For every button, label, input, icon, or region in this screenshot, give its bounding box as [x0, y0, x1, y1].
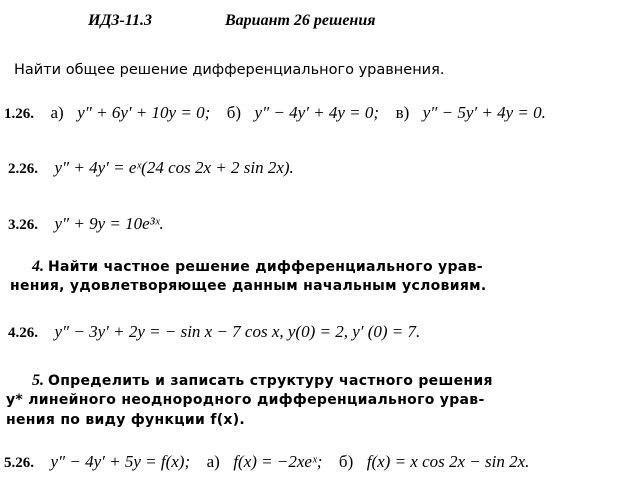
problem-1b-equation: y″ − 4y′ + 4y = 0;: [254, 103, 380, 122]
problem-1c-label: в): [395, 103, 410, 122]
problem-5-number: 5.26.: [4, 455, 34, 471]
task5-instruction-line2: y* линейного неоднородного дифференциального урав-: [6, 392, 485, 408]
problem-1b-label: б): [226, 103, 242, 122]
problem-3-number: 3.26.: [8, 217, 38, 233]
problem-1a-equation: y″ + 6y′ + 10y = 0;: [77, 103, 211, 122]
task4-instruction-line1: 4. Найти частное решение дифференциального урав-: [32, 258, 483, 275]
task5-number: 5.: [32, 372, 44, 389]
problem-4-row: [8, 322, 420, 342]
task1-instruction: Найти общее решение дифференциального уравнения.: [14, 62, 445, 78]
problem-5b-label: б): [338, 452, 354, 471]
problem-1-number: 1.26.: [4, 106, 34, 122]
doc-code: ИДЗ-11.3: [88, 12, 152, 29]
problem-4-equation: y″ − 3y′ + 2y = − sin x − 7 cos x, y(0) = 2, y′ (0) = 7.: [54, 322, 421, 341]
problem-3-equation: y″ + 9y = 10e³ˣ.: [54, 214, 164, 233]
doc-variant-title: Вариант 26 решения: [225, 12, 376, 29]
task5-instruction-line1: 5. Определить и записать структуру частного решения: [32, 372, 493, 389]
problem-2-row: [8, 158, 294, 178]
problem-5b-equation: f(x) = x cos 2x − sin 2x.: [366, 452, 530, 471]
problem-3-row: [8, 214, 164, 234]
problem-5-row: [4, 452, 529, 472]
task4-instruction-line2: нения, удовлетворяющее данным начальным условиям.: [10, 278, 487, 294]
problem-5a-equation: f(x) = −2xeˣ;: [233, 452, 323, 471]
problem-4-number: 4.26.: [8, 325, 38, 341]
task5-instruction-line3: нения по виду функции f(x).: [6, 412, 246, 428]
problem-2-number: 2.26.: [8, 161, 38, 177]
problem-2-equation: y″ + 4y′ = eˣ(24 cos 2x + 2 sin 2x).: [54, 158, 294, 177]
problem-5a-label: а): [206, 452, 220, 471]
problem-5-equation: y″ − 4y′ + 5y = f(x);: [50, 452, 191, 471]
task4-number: 4.: [32, 258, 44, 275]
problem-1c-equation: y″ − 5y′ + 4y = 0.: [422, 103, 546, 122]
problem-1-row: [4, 103, 546, 123]
problem-1a-label: а): [50, 103, 64, 122]
